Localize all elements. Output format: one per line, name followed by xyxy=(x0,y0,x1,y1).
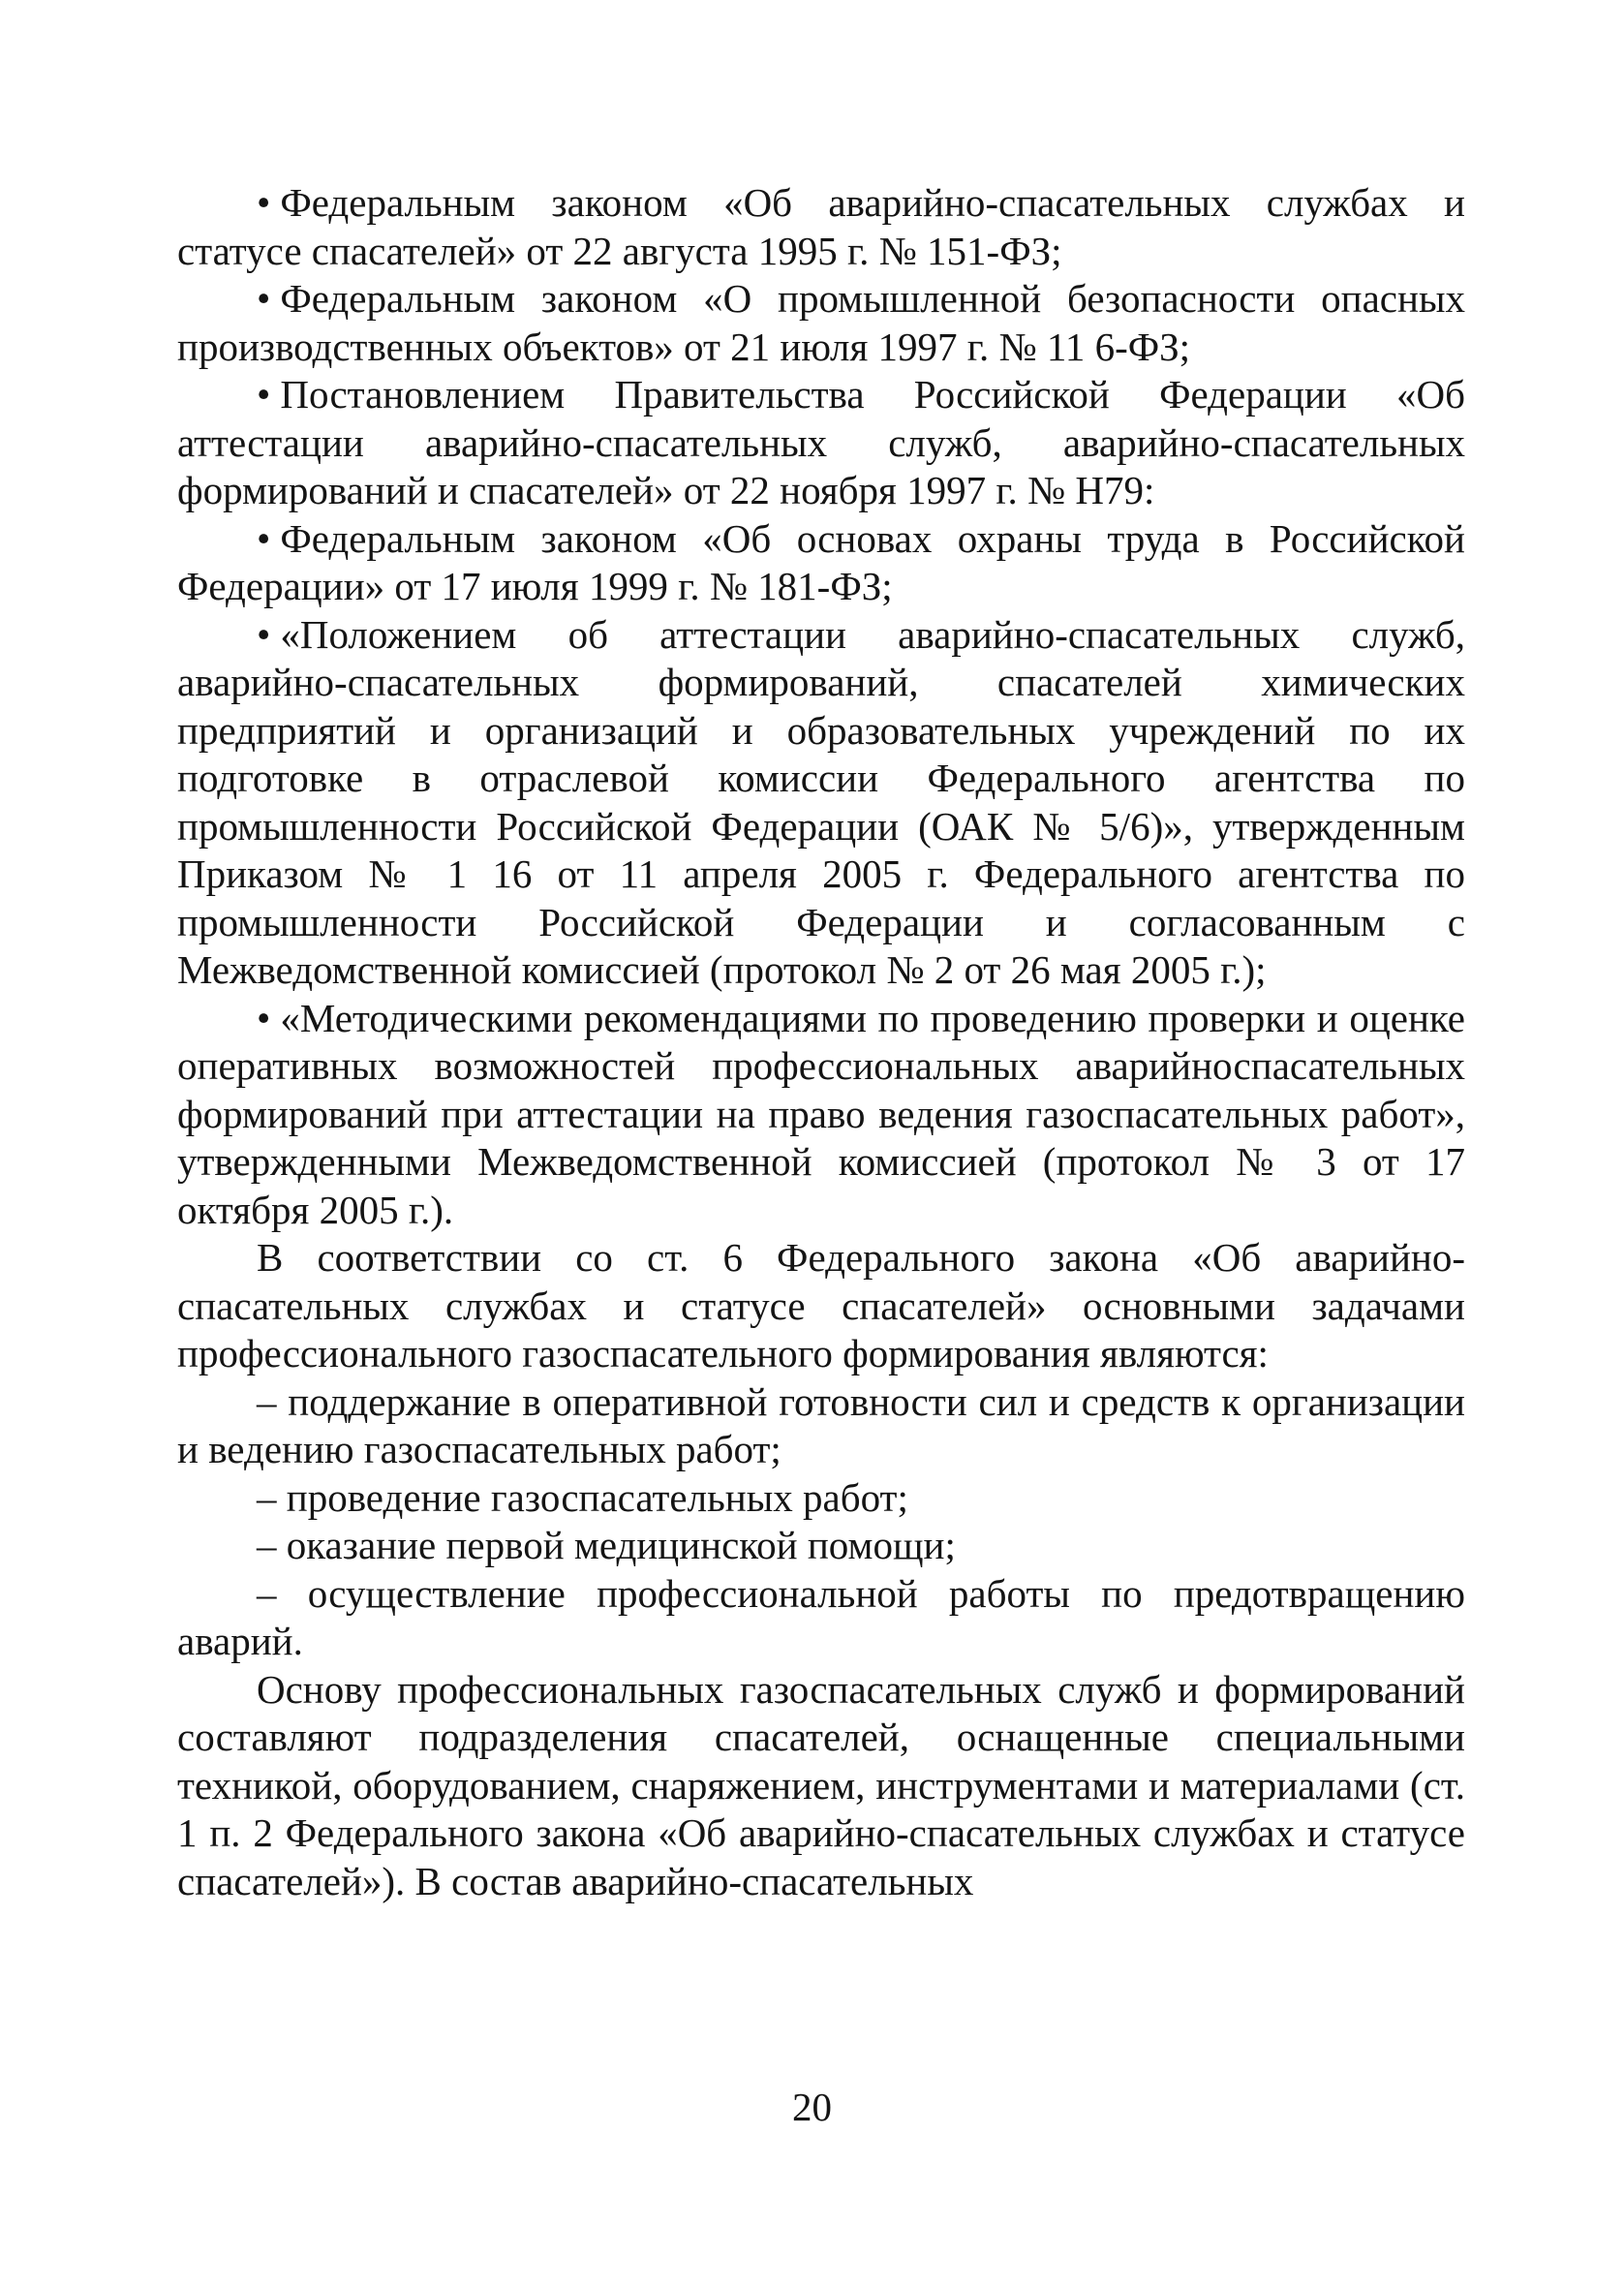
paragraph-main-tasks: В соответствии со ст. 6 Федерального закона «Об аварийно-спасательных службах и статусе спасателей» основными задачами профессионального газоспасательного формирования являются: xyxy=(177,1235,1465,1376)
bullet-item-methodical-recommendations xyxy=(177,995,1465,1235)
bullet-text: Постановлением Правительства Российской Федерации «Об аттестации аварийно-спасательных служб, аварийно-спасательных формирований и спасателей» от 22 ноября 1997 г. № Н79: xyxy=(177,372,1465,512)
bullet-text: «Методическими рекомендациями по проведению проверки и оценке оперативных возможностей профессиональных аварийноспасательных формирований при аттестации на право ведения газоспасательных работ», утвержденными Межведомственной комиссией (протокол № 3 от 17 октября 2005 г.). xyxy=(177,995,1465,1232)
bullet-icon: • xyxy=(257,995,271,1040)
bullet-text: Федеральным законом «Об аварийно-спасательных службах и статусе спасателей» от 22 августа 1995 г. № 151-ФЗ; xyxy=(177,180,1465,273)
page-body xyxy=(177,179,1465,1905)
paragraph-service-basis: Основу профессиональных газоспасательных служб и формирований составляют подразделения спасателей, оснащенные специальными техникой, оборудованием, снаряжением, инструментами и материалами (ст. 1 п. 2 Федерального закона «Об аварийно-спасательных службах и статусе спасателей»). В состав аварийно-спасательных xyxy=(177,1666,1465,1903)
dash-item-accident-prevention: – осуществление профессиональной работы по предотвращению аварий. xyxy=(177,1570,1465,1663)
bullet-item-federal-law-181 xyxy=(177,515,1465,611)
bullet-item-federal-law-151 xyxy=(177,179,1465,275)
bullet-text: Федеральным законом «О промышленной безопасности опасных производственных объектов» от 21 июля 1997 г. № 11 6-ФЗ; xyxy=(177,276,1465,369)
page-number: 20 xyxy=(792,2085,832,2129)
bullet-item-federal-law-116 xyxy=(177,275,1465,371)
dash-item-rescue-works: – проведение газоспасательных работ; xyxy=(257,1474,908,1520)
bullet-icon: • xyxy=(257,372,271,417)
bullet-text: «Положением об аттестации аварийно-спасательных служб, аварийно-спасательных формирований, спасателей химических предприятий и организаций и образовательных учреждений по их подготовке в отраслевой комиссии Федерального агентства по промышленности Российской Федерации (ОАК № 5/6)», утвержденным Приказом № 1 16 от 11 апреля 2005 г. Федерального агентства по промышленности Российской Федерации и согласованным с Межведомственной комиссией (протокол № 2 от 26 мая 2005 г.); xyxy=(177,611,1465,992)
bullet-item-government-decree xyxy=(177,371,1465,515)
bullet-icon: • xyxy=(257,515,271,561)
dash-item-first-aid: – оказание первой медицинской помощи; xyxy=(257,1523,956,1567)
bullet-icon: • xyxy=(257,611,271,657)
bullet-item-attestation-regulation xyxy=(177,611,1465,995)
bullet-icon: • xyxy=(257,276,271,321)
bullet-icon: • xyxy=(257,180,271,225)
dash-item-readiness: – поддержание в оперативной готовности сил и средств к организации и ведению газоспасательных работ; xyxy=(177,1378,1465,1471)
bullet-text: Федеральным законом «Об основах охраны труда в Российской Федерации» от 17 июля 1999 г. № 181-ФЗ; xyxy=(177,515,1465,608)
